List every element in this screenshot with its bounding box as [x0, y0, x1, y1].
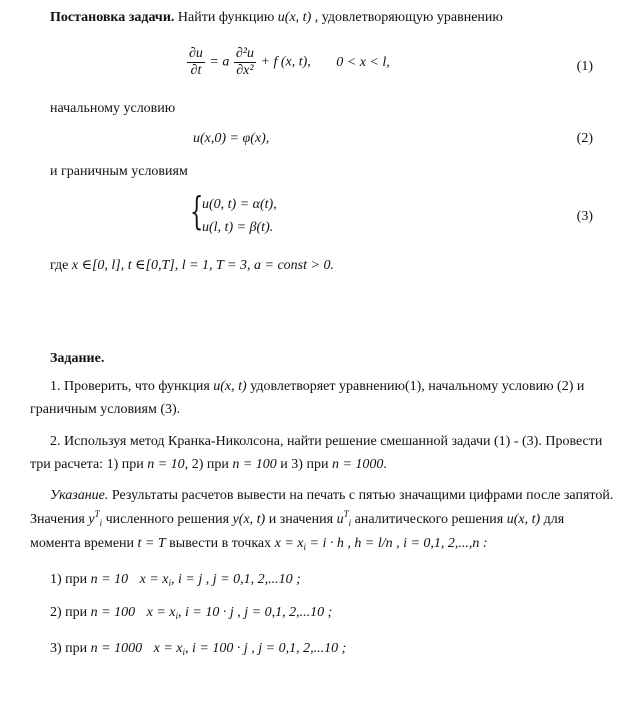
eq1-rhs-num: ∂²u	[235, 46, 254, 61]
case-n: n = 100	[90, 605, 136, 620]
task2-text-a: 2. Используя метод Кранка-Николсона, найти решение смешанной задачи	[50, 434, 491, 449]
where-line	[50, 257, 334, 274]
task-item-1-line-1	[50, 379, 584, 395]
eq1-rhs-fraction	[234, 46, 256, 79]
initial-condition-label: начальному условию	[50, 101, 176, 116]
case-pts: x = x	[139, 572, 169, 587]
y-superscript	[88, 509, 103, 528]
case-sub-i: i	[168, 578, 171, 588]
y-symbol: y	[88, 512, 95, 527]
note3-math-a: x = x	[274, 536, 304, 551]
equation-3-line-1: u(0, t) = α(t),	[202, 197, 277, 212]
task2-n1: n = 10	[147, 457, 185, 472]
note-text-1: Результаты расчетов вывести на печать с пятью значащими цифрами после запятой.	[111, 488, 614, 503]
note-line-3	[30, 536, 488, 552]
task1-text-a: 1. Проверить, что функция	[50, 379, 210, 394]
eq1-domain: 0 < x < l,	[336, 54, 390, 70]
note3-math-b: = i · h , h = l/n , i = 0,1, 2,...,n :	[309, 536, 488, 551]
u-symbol: u	[336, 512, 344, 527]
task2-n2: n = 100	[232, 457, 277, 472]
case-2	[50, 605, 332, 621]
note-line-2	[30, 509, 565, 528]
task1-ref1: (1)	[404, 379, 422, 394]
note2-e: для	[543, 512, 565, 527]
note2-a: Значения	[30, 512, 85, 527]
problem-intro: Найти функцию	[177, 10, 275, 25]
note3-t: t = T	[137, 536, 166, 551]
u-sub-i: i	[348, 518, 352, 528]
case-prefix: 3) при	[50, 641, 88, 656]
task-item-2-line-2	[30, 457, 387, 473]
note3-b: вывести в точках	[169, 536, 272, 551]
problem-intro-after: , удовлетворяющую уравнению	[314, 10, 503, 25]
note3-a: момента времени	[30, 536, 135, 551]
where-label: где	[50, 258, 69, 273]
u-sup-T: T	[343, 509, 349, 519]
equation-3-line-2: u(l, t) = β(t).	[202, 220, 274, 235]
task-item-2-line-1	[50, 434, 602, 450]
y-sub-i: i	[99, 518, 103, 528]
task1-ref3: (3)	[160, 402, 177, 417]
equation-3-number: (3)	[576, 209, 593, 224]
left-brace: {	[190, 189, 204, 233]
task2-end: .	[383, 457, 387, 472]
eq1-tail: + f (x, t),	[260, 54, 311, 70]
case-n: n = 1000	[90, 641, 143, 656]
note2-c: и значения	[268, 512, 334, 527]
equation-1	[186, 46, 390, 79]
eq1-eq-a: = a	[209, 54, 230, 70]
case-pts: x = x	[146, 605, 176, 620]
case-prefix: 1) при	[50, 572, 88, 587]
equation-2: u(x,0) = φ(x),	[193, 131, 270, 146]
task2-line2-a: три расчета: 1) при	[30, 457, 144, 472]
case-1	[50, 572, 301, 588]
note2-yxt: y(x, t)	[232, 512, 266, 527]
case-sub-i: i	[182, 647, 185, 657]
task-heading: Задание.	[50, 351, 105, 366]
note2-b: численного решения	[105, 512, 230, 527]
task2-line2-b: , 2) при	[184, 457, 229, 472]
equation-1-number: (1)	[576, 59, 593, 74]
task2-text-b: . Провести	[538, 434, 603, 449]
note-line-1	[50, 488, 613, 504]
task1-ref2: (2)	[557, 379, 574, 394]
note-label: Указание.	[50, 488, 109, 503]
task1-text-d: и	[576, 379, 585, 394]
task2-n3: n = 1000	[331, 457, 384, 472]
u-superscript	[336, 509, 352, 528]
note3-math	[275, 536, 488, 551]
equation-2-number: (2)	[576, 131, 593, 146]
y-sup-T: T	[94, 509, 100, 519]
task1-u: u(x, t)	[213, 379, 247, 394]
task1-text-c: , начальному условию	[421, 379, 554, 394]
where-math: x ∈[0, l], t ∈[0,T], l = 1, T = 3, a = const > 0.	[71, 258, 334, 273]
case-pts: x = x	[153, 641, 183, 656]
task-item-1-line-2	[30, 402, 180, 418]
case-rest: , i = 100 · j , j = 0,1, 2,...10 ;	[185, 641, 347, 656]
function-u: u(x, t)	[277, 10, 312, 25]
case-rest: , i = j , j = 0,1, 2,...10 ;	[171, 572, 301, 587]
task1-text-b: удовлетворяет уравнению	[250, 379, 405, 394]
case-prefix: 2) при	[50, 605, 88, 620]
problem-heading: Постановка задачи.	[50, 10, 175, 25]
boundary-condition-label: и граничным условиям	[50, 164, 188, 179]
eq1-lhs-den: ∂t	[190, 63, 202, 78]
task1-line2: граничным условиям	[30, 402, 157, 417]
task2-ref: (1) - (3)	[494, 434, 539, 449]
case-sub-i: i	[175, 611, 178, 621]
eq1-rhs-den: ∂x²	[236, 63, 254, 78]
note2-uxt: u(x, t)	[506, 512, 541, 527]
problem-statement-line	[50, 10, 503, 26]
eq1-lhs-fraction	[187, 46, 205, 79]
task2-line2-c: и 3) при	[280, 457, 329, 472]
eq1-lhs-num: ∂u	[189, 46, 203, 61]
case-n: n = 10	[90, 572, 129, 587]
note2-d: аналитического решения	[354, 512, 504, 527]
case-3	[50, 641, 346, 657]
note3-sub-i: i	[303, 542, 307, 552]
task1-end: .	[176, 402, 181, 417]
case-rest: , i = 10 · j , j = 0,1, 2,...10 ;	[178, 605, 333, 620]
